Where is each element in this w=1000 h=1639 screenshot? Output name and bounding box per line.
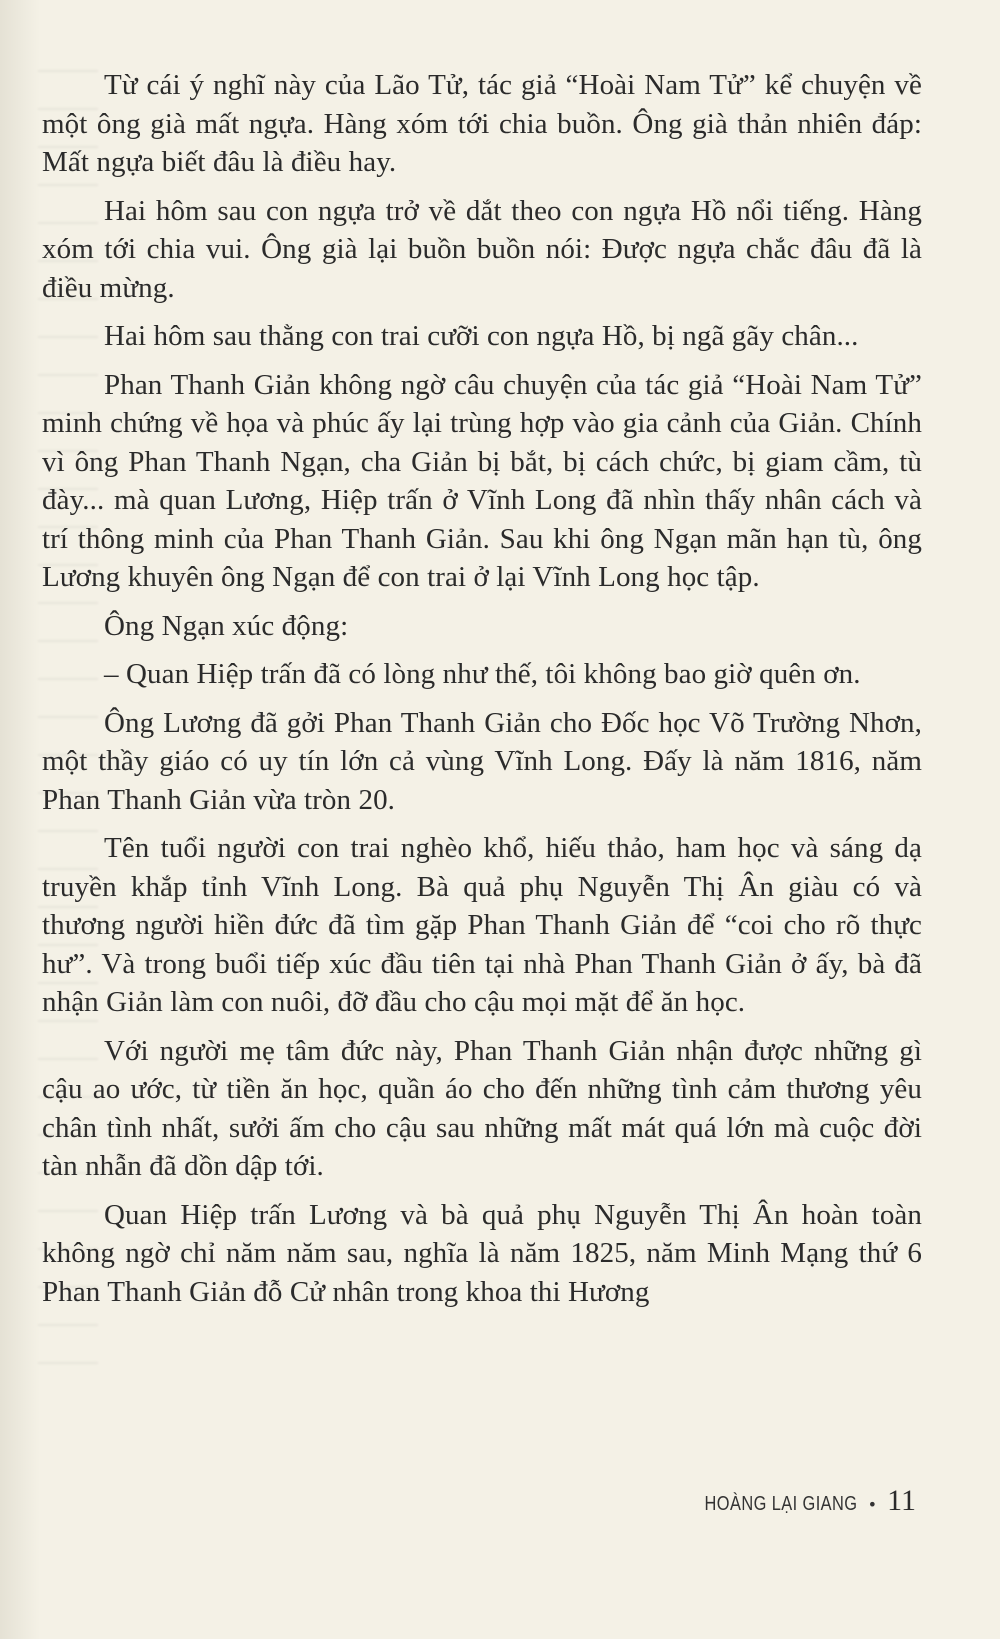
paragraph: Hai hôm sau thằng con trai cưỡi con ngựa Hồ, bị ngã gãy chân... — [104, 320, 859, 352]
dialogue-paragraph: – Quan Hiệp trấn đã có lòng như thế, tôi không bao giờ quên ơn. — [104, 658, 861, 690]
footer-bullet: • — [867, 1495, 878, 1514]
paragraph: Phan Thanh Giản không ngờ câu chuyện của tác giả “Hoài Nam Tử” minh chứng về họa và phúc ấy lại trùng hợp vào gia cảnh của Giản. Chính vì ông Phan Thanh Ngạn, cha Giản bị bắt, bị cách chức, bị giam cầm, tù đày... mà quan Lương, Hiệp trấn ở Vĩnh Long đã nhìn thấy nhân cách và trí thông minh của Phan Thanh Giản. Sau khi ông Ngạn mãn hạn tù, ông Lương khuyên ông Ngạn để con trai ở lại Vĩnh Long học tập. — [42, 368, 922, 593]
paragraph: Từ cái ý nghĩ này của Lão Tử, tác giả “Hoài Nam Tử” kể chuyện về một ông già mất ngựa. Hàng xóm tới chia buồn. Ông già thản nhiên đáp: Mất ngựa biết đâu là điều hay. — [42, 69, 922, 178]
paragraph: Tên tuổi người con trai nghèo khổ, hiếu thảo, ham học và sáng dạ truyền khắp tỉnh Vĩnh Long. Bà quả phụ Nguyễn Thị Ân giàu có và thương người hiền đức đã tìm gặp Phan Thanh Giản để “coi cho rõ thực hư”. Và trong buổi tiếp xúc đầu tiên tại nhà Phan Thanh Giản ở ấy, bà đã nhận Giản làm con nuôi, đỡ đầu cho cậu mọi mặt để ăn học. — [42, 832, 922, 1018]
page-number: 11 — [887, 1484, 916, 1517]
page-footer — [671, 1484, 916, 1518]
paragraph: Ông Ngạn xúc động: — [104, 609, 349, 642]
paragraph: Hai hôm sau con ngựa trở về dắt theo con ngựa Hồ nổi tiếng. Hàng xóm tới chia vui. Ông già lại buồn buồn nói: Được ngựa chắc đâu đã là điều mừng. — [42, 194, 922, 304]
running-footer-author: HOÀNG LẠI GIANG — [704, 1493, 858, 1515]
paragraph: Quan Hiệp trấn Lương và bà quả phụ Nguyễn Thị Ân hoàn toàn không ngờ chỉ năm năm sau, nghĩa là năm 1825, năm Minh Mạng thứ 6 Phan Thanh Giản đỗ Cử nhân trong khoa thi Hương — [42, 1198, 922, 1308]
body-text — [42, 66, 922, 1321]
paragraph: Ông Lương đã gởi Phan Thanh Giản cho Đốc học Võ Trường Nhơn, một thầy giáo có uy tín lớn cả vùng Vĩnh Long. Đấy là năm 1816, năm Phan Thanh Giản vừa tròn 20. — [42, 706, 922, 816]
paragraph: Với người mẹ tâm đức này, Phan Thanh Giản nhận được những gì cậu ao ước, từ tiền ăn học, quần áo cho đến những tình cảm thương yêu chân tình nhất, sưởi ấm cho cậu sau những mất mát quá lớn mà cuộc đời tàn nhẫn đã dồn dập tới. — [42, 1034, 922, 1182]
